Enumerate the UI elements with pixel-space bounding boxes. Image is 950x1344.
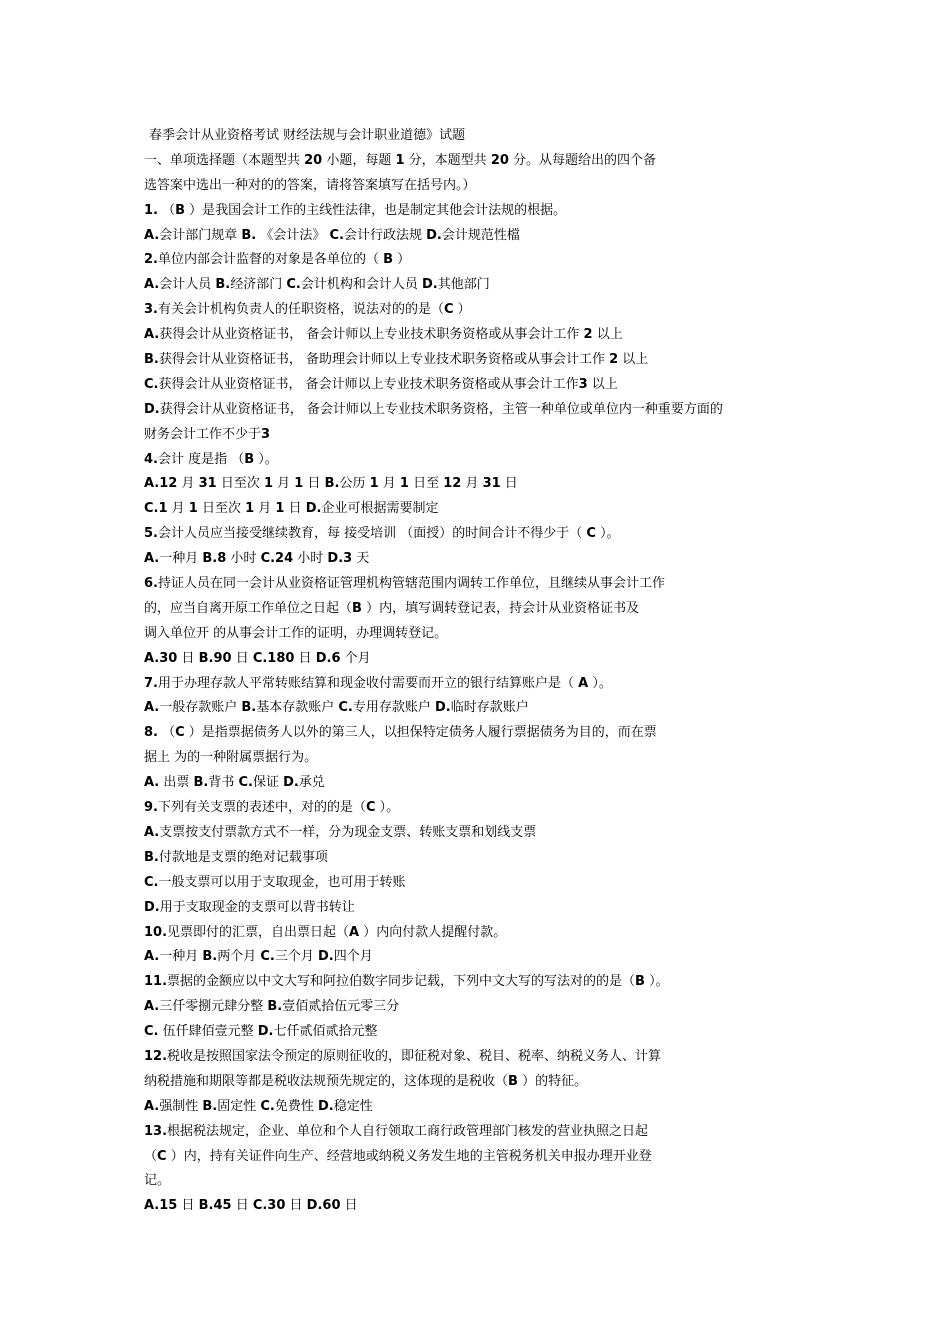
answer-options: A. 出票 B.背书 C.保证 D.承兑 xyxy=(144,775,325,791)
section-heading: 一、单项选择题（本题型共 20 小题，每题 1 分，本题型共 20 分。从每题给出的四个备 xyxy=(144,152,657,168)
answer-options: A.三仟零捌元肆分整 B.壹佰贰拾伍元零三分 xyxy=(144,999,400,1015)
question-text: （C ）内，持有关证件向生产、经营地或纳税义务发生地的主管税务机关申报办理开业登 xyxy=(144,1148,652,1164)
question-text: 调入单位开 的从事会计工作的证明，办理调转登记。 xyxy=(144,625,448,641)
document-body xyxy=(144,124,804,1219)
question-text: 12.税收是按照国家法令预定的原则征收的，即征税对象、税目、税率、纳税义务人、计算 xyxy=(144,1048,662,1064)
answer-options: A.一般存款账户 B.基本存款账户 C.专用存款账户 D.临时存款账户 xyxy=(144,700,529,716)
answer-options: C.一般支票可以用于支取现金，也可用于转账 xyxy=(144,874,406,890)
answer-options: A.一种月 B.两个月 C.三个月 D.四个月 xyxy=(144,949,373,965)
answer-options: 财务会计工作不少于3 xyxy=(144,426,271,442)
document-title: 春季会计从业资格考试 财经法规与会计职业道德》试题 xyxy=(149,128,466,143)
answer-options: B.付款地是支票的绝对记载事项 xyxy=(144,849,328,865)
answer-options: A.30 日 B.90 日 C.180 日 D.6 个月 xyxy=(144,650,371,666)
question-text: 记。 xyxy=(144,1173,171,1189)
answer-options: A.一种月 B.8 小时 C.24 小时 D.3 天 xyxy=(144,551,370,567)
question-text: 纳税措施和期限等都是税收法规预先规定的，这体现的是税收（B ）的特征。 xyxy=(144,1073,588,1089)
answer-options: A.15 日 B.45 日 C.30 日 D.60 日 xyxy=(144,1198,358,1214)
answer-options: D.获得会计从业资格证书， 备会计师以上专业技术职务资格，主管一种单位或单位内一种重要方面的 xyxy=(144,401,723,417)
question-text: 8. （C ）是指票据债务人以外的第三人，以担保特定债务人履行票据债务为目的，而在票 xyxy=(144,725,657,741)
question-text: 13.根据税法规定，企业、单位和个人自行领取工商行政管理部门核发的营业执照之日起 xyxy=(144,1123,649,1139)
answer-options: A.会计部门规章 B. 《会计法》 C.会计行政法规 D.会计规范性檔 xyxy=(144,227,520,243)
question-text: 4.会计 度是指 （B ）。 xyxy=(144,451,278,467)
section-heading: 选答案中选出一种对的的答案，请将答案填写在括号内。） xyxy=(144,177,476,193)
question-text: 5.会计人员应当接受继续教育，每 接受培训 （面授）的时间合计不得少于（ C ）。 xyxy=(144,526,620,542)
question-text: 9.下列有关支票的表述中，对的的是（C ）。 xyxy=(144,800,400,816)
question-text: 2.单位内部会计监督的对象是各单位的（ B ） xyxy=(144,252,411,268)
answer-options: C. 伍仟肆佰壹元整 D.七仟贰佰贰拾元整 xyxy=(144,1024,378,1040)
question-text: 10.见票即付的汇票，自出票日起（A ）内向付款人提醒付款。 xyxy=(144,924,507,940)
question-text: 6.持证人员在同一会计从业资格证管理机构管辖范围内调转工作单位，且继续从事会计工作 xyxy=(144,576,665,592)
question-text: 1. （B ）是我国会计工作的主线性法律，也是制定其他会计法规的根据。 xyxy=(144,202,567,218)
answer-options: A.支票按支付票款方式不一样，分为现金支票、转账支票和划线支票 xyxy=(144,824,537,840)
answer-options: C.1 月 1 日至次 1 月 1 日 D.企业可根据需要制定 xyxy=(144,501,439,517)
answer-options: A.强制性 B.固定性 C.免费性 D.稳定性 xyxy=(144,1098,373,1114)
question-text: 的，应当自离开原工作单位之日起（B ）内，填写调转登记表，持会计从业资格证书及 xyxy=(144,600,640,616)
answer-options: D.用于支取现金的支票可以背书转让 xyxy=(144,899,355,915)
question-text: 7.用于办理存款人平常转账结算和现金收付需要而开立的银行结算账户是（ A ）。 xyxy=(144,675,612,691)
question-text: 11.票据的金额应以中文大写和阿拉伯数字同步记载，下列中文大写的写法对的的是（B ）。 xyxy=(144,974,669,990)
answer-options: A.获得会计从业资格证书， 备会计师以上专业技术职务资格或从事会计工作 2 以上 xyxy=(144,327,623,343)
answer-options: A.会计人员 B.经济部门 C.会计机构和会计人员 D.其他部门 xyxy=(144,277,490,293)
answer-options: B.获得会计从业资格证书， 备助理会计师以上专业技术职务资格或从事会计工作 2 以上 xyxy=(144,352,649,368)
question-text: 据上 为的一种附属票据行为。 xyxy=(144,750,318,766)
question-text: 3.有关会计机构负责人的任职资格，说法对的的是（C ） xyxy=(144,302,471,318)
answer-options: C.获得会计从业资格证书， 备会计师以上专业技术职务资格或从事会计工作3 以上 xyxy=(144,376,618,392)
answer-options: A.12 月 31 日至次 1 月 1 日 B.公历 1 月 1 日至 12 月 31 日 xyxy=(144,476,518,492)
